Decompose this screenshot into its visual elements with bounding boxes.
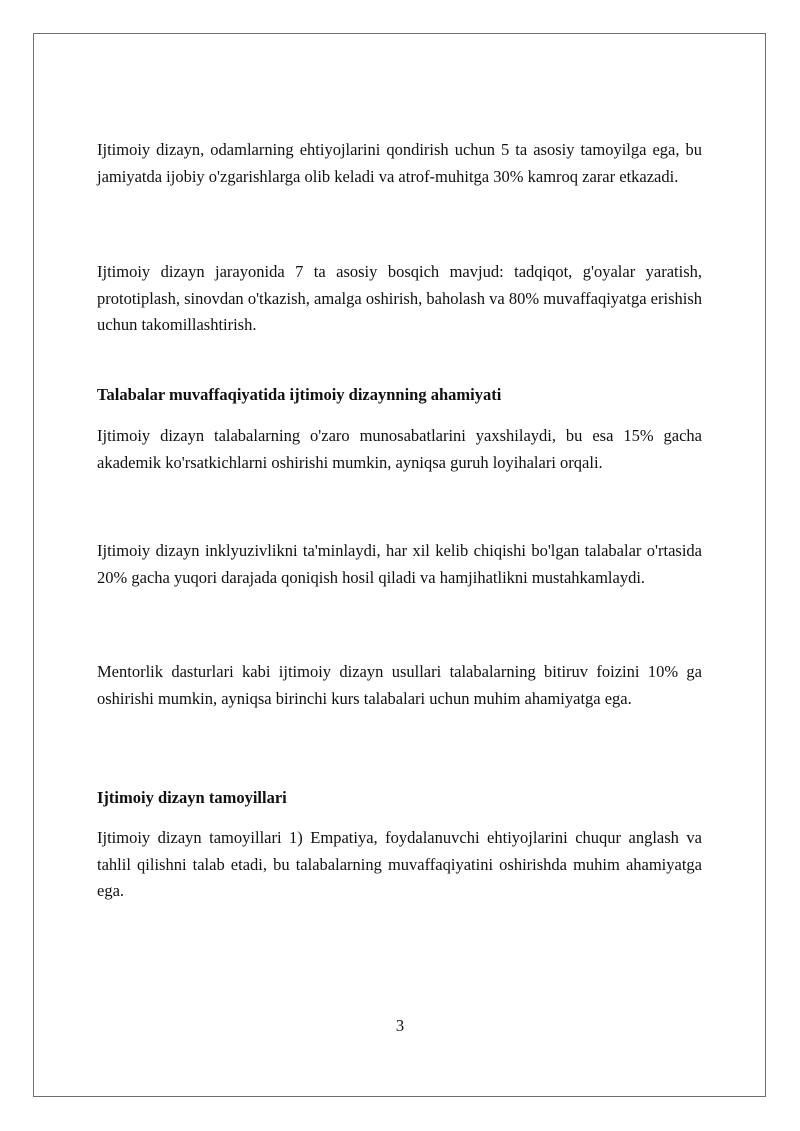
paragraph-4: Ijtimoiy dizayn inklyuzivlikni ta'minlaydi, har xil kelib chiqishi bo'lgan talabalar o'rtasida 20% gacha yuqori darajada qoniqish hosil qiladi va hamjihatlikni mustahkamlaydi. [97, 541, 702, 587]
paragraph-3: Ijtimoiy dizayn talabalarning o'zaro munosabatlarini yaxshilaydi, bu esa 15% gacha akademik ko'rsatkichlarni oshirishi mumkin, ayniqsa guruh loyihalari orqali. [97, 426, 702, 472]
section-heading-1: Talabalar muvaffaqiyatida ijtimoiy dizaynning ahamiyati [97, 385, 502, 404]
paragraph-1: Ijtimoiy dizayn, odamlarning ehtiyojlarini qondirish uchun 5 ta asosiy tamoyilga ega, bu jamiyatda ijobiy o'zgarishlarga olib keladi va atrof-muhitga 30% kamroq zarar etkazadi. [97, 140, 702, 186]
paragraph-5: Mentorlik dasturlari kabi ijtimoiy dizayn usullari talabalarning bitiruv foizini 10% ga oshirishi mumkin, ayniqsa birinchi kurs talabalari uchun muhim ahamiyatga ega. [97, 662, 702, 708]
paragraph-6: Ijtimoiy dizayn tamoyillari 1) Empatiya, foydalanuvchi ehtiyojlarini chuqur anglash va tahlil qilishni talab etadi, bu talabalarning muvaffaqiyatini oshirishda muhim ahamiyatga ega. [97, 828, 702, 900]
page-number: 3 [395, 1016, 405, 1035]
paragraph-2: Ijtimoiy dizayn jarayonida 7 ta asosiy bosqich mavjud: tadqiqot, g'oyalar yaratish, prototiplash, sinovdan o'tkazish, amalga oshirish, baholash va 80% muvaffaqiyatga erishish uchun takomillashtirish. [97, 262, 702, 334]
section-heading-2: Ijtimoiy dizayn tamoyillari [97, 788, 287, 807]
